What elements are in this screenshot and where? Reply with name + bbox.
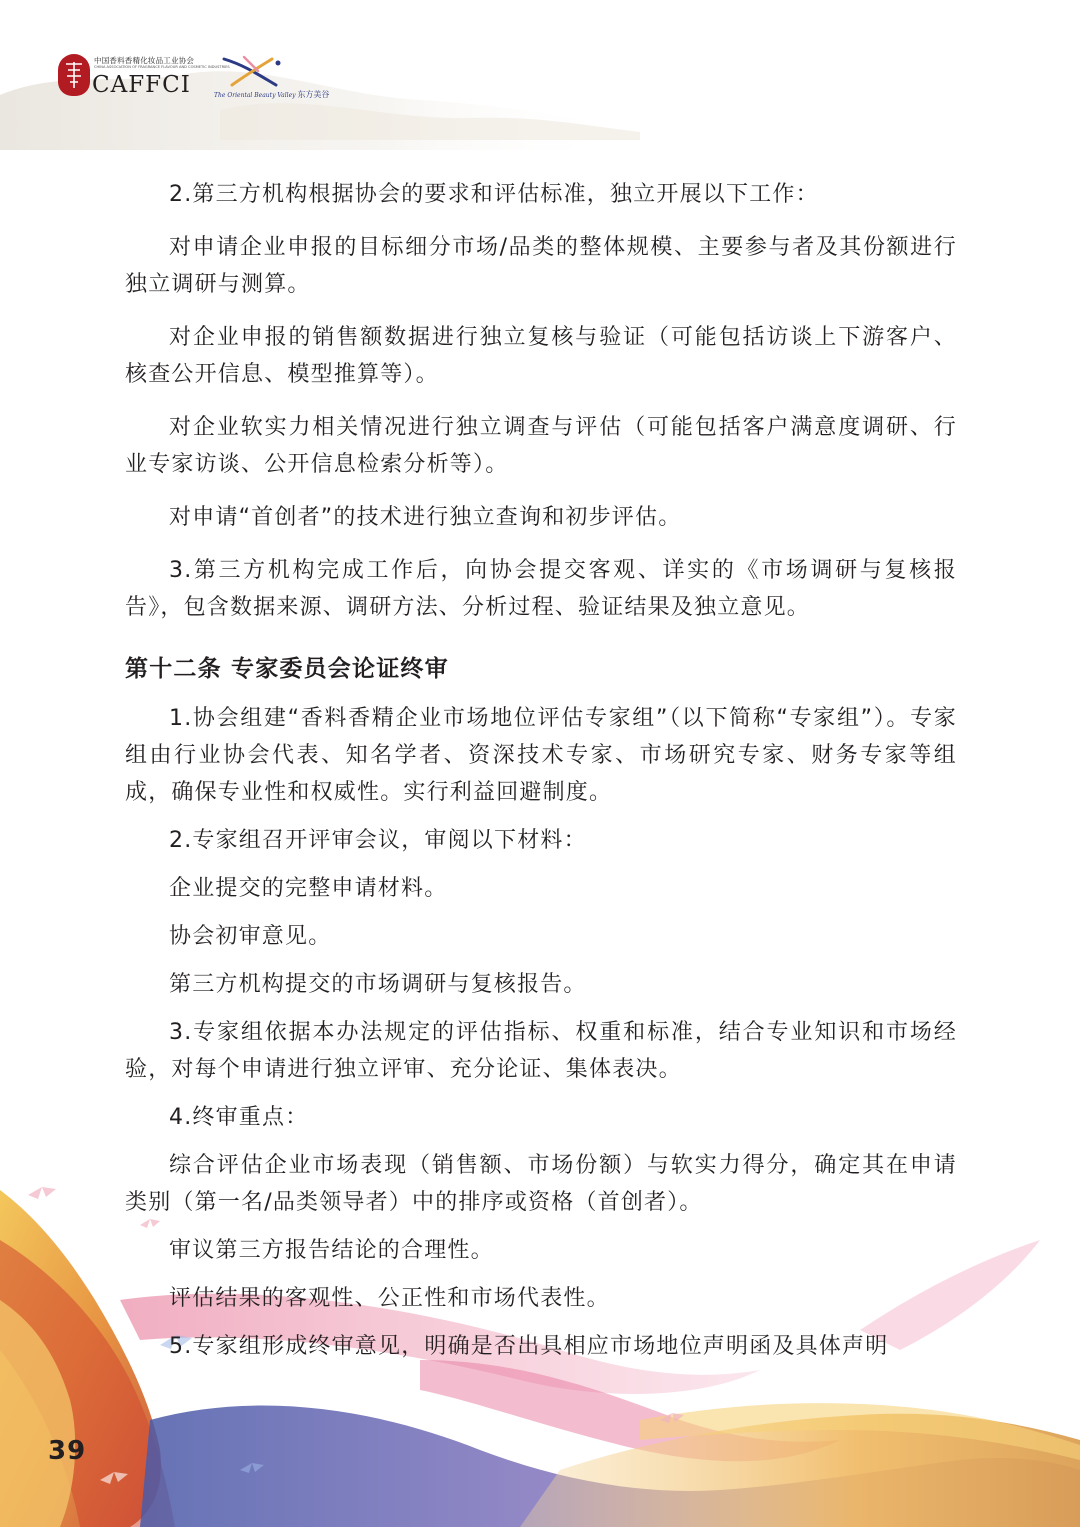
paragraph: 对申请“首创者”的技术进行独立查询和初步评估。 xyxy=(169,505,682,530)
paragraph: 2.专家组召开评审会议，审阅以下材料： xyxy=(169,828,587,853)
paragraph: 3.第三方机构完成工作后，向协会提交客观、详实的《市场调研与复核报告》，包含数据来源、调研方法、分析过程、验证结果及独立意见。 xyxy=(125,558,957,620)
oriental-beauty-valley-icon xyxy=(214,55,294,89)
paragraph: 综合评估企业市场表现（销售额、市场份额）与软实力得分，确定其在申请类别（第一名/品类领导者）中的排序或资格（首创者）。 xyxy=(125,1153,957,1215)
paragraph: 第三方机构提交的市场调研与复核报告。 xyxy=(169,972,587,997)
caffci-logo-text: CAFFCI xyxy=(92,72,191,98)
paragraph: 企业提交的完整申请材料。 xyxy=(169,876,448,901)
paragraph: 审议第三方报告结论的合理性。 xyxy=(169,1238,494,1263)
paragraph: 评估结果的客观性、公正性和市场代表性。 xyxy=(169,1286,610,1311)
slogan-cn: 东方美谷 xyxy=(297,90,330,99)
paragraph: 协会初审意见。 xyxy=(169,924,332,949)
paragraph: 对企业软实力相关情况进行独立调查与评估（可能包括客户满意度调研、行业专家访谈、公开信息检索分析等）。 xyxy=(125,415,957,477)
section-heading: 第十二条 专家委员会论证终审 xyxy=(125,656,449,682)
paragraph: 1.协会组建“香料香精企业市场地位评估专家组”（以下简称“专家组”）。专家组由行业协会代表、知名学者、资深技术专家、市场研究专家、财务专家等组成，确保专业性和权威性。实行利益回避制度。 xyxy=(125,706,957,805)
paragraph: 5.专家组形成终审意见，明确是否出具相应市场地位声明函及具体声明 xyxy=(169,1334,889,1359)
slogan-en: The Oriental Beauty Valley xyxy=(214,92,296,99)
association-name-en: CHINA ASSOCIATION OF FRAGRANCE FLAVOUR AND COSMETIC INDUSTRIES xyxy=(94,65,230,69)
slogan xyxy=(214,89,329,100)
paragraph: 2.第三方机构根据协会的要求和评估标准，独立开展以下工作： xyxy=(169,182,819,207)
seal-logo xyxy=(58,54,90,96)
page-number: 39 xyxy=(48,1436,87,1466)
document-body xyxy=(125,176,957,1376)
paragraph: 对申请企业申报的目标细分市场/品类的整体规模、主要参与者及其份额进行独立调研与测算。 xyxy=(125,235,957,297)
seal-icon xyxy=(58,54,90,96)
paragraph: 3.专家组依据本办法规定的评估指标、权重和标准，结合专业知识和市场经验，对每个申请进行独立评审、充分论证、集体表决。 xyxy=(125,1020,957,1082)
paragraph: 4.终审重点： xyxy=(169,1105,309,1130)
association-name: 中国香料香精化妆品工业协会 xyxy=(94,56,195,65)
paragraph: 对企业申报的销售额数据进行独立复核与验证（可能包括访谈上下游客户、核查公开信息、模型推算等）。 xyxy=(125,325,957,387)
header xyxy=(58,50,358,110)
